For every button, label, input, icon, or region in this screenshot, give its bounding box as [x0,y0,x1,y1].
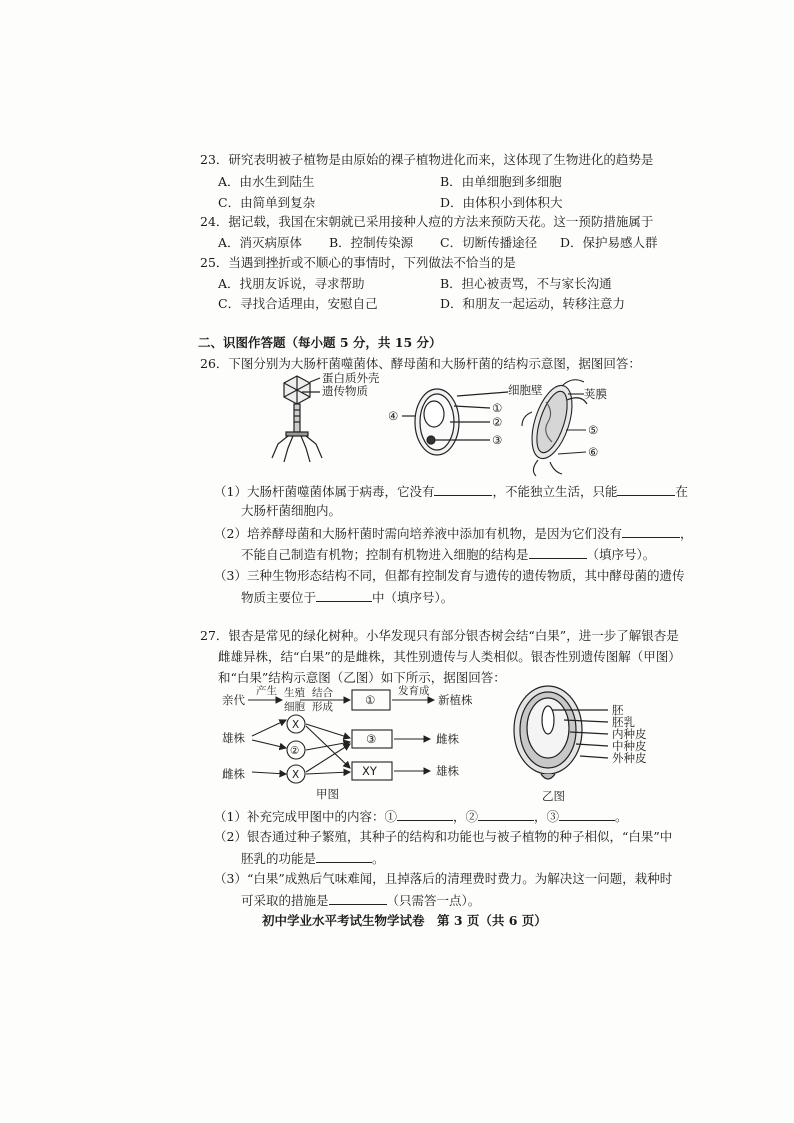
jia-combine: 结合 [312,687,333,699]
q27-part3-line1: （3）“白果”成熟后气味难闻，且掉落后的清理费时费力。为解决这一问题，栽种时 [214,871,673,886]
q27-part1: （1）补充完成甲图中的内容：① ，② ，③ 。 [214,809,628,824]
q27-stem-line3: 和“白果”结构示意图（乙图）如下所示，据图回答： [218,670,506,685]
jia-form: 形成 [312,701,333,713]
q26-part3-line2: 物质主要位于 中（填序号）。 [241,590,454,605]
jia-out-xy: 雄株 [436,764,459,778]
q26-part2-line1: （2）培养酵母菌和大肠杆菌时需向培养液中添加有机物，是因为它们没有 ， [214,526,693,541]
phage-label-capsid: 蛋白质外壳 [322,372,380,385]
phage-label-dna: 遗传物质 [322,384,368,398]
q26-stem: 26．下图分别为大肠杆菌噬菌体、酵母菌和大肠杆菌的结构示意图，据图回答： [200,356,641,371]
q25-option-a: A．找朋友诉说，寻求帮助 [218,276,365,291]
yeast-label-1: ① [492,401,503,415]
yeast-label-4: ④ [388,409,399,423]
q23-option-a: A．由水生到陆生 [218,174,315,189]
jia-x2: X [292,769,300,781]
yeast-label-2: ② [492,415,503,429]
answer-blank[interactable] [397,808,453,821]
page-footer: 初中学业水平考试生物学试卷 第 3 页（共 6 页） [262,913,547,928]
jia-parent: 亲代 [222,693,245,707]
jia-gamete-2: 细胞 [284,701,305,713]
q26-part1-line1: （1）大肠杆菌噬菌体属于病毒，它没有 ，不能独立生活，只能 在 [214,484,688,499]
section-2-title: 二、识图作答题（每小题 5 分，共 15 分） [198,335,442,350]
yi-label-outer-coat: 外种皮 [612,751,647,765]
jia-box1: ① [365,693,376,707]
phage-diagram [272,376,322,462]
yi-label-embryo: 胚 [612,703,624,717]
jia-caption: 甲图 [316,787,339,801]
q27-part2-line2: 胚乳的功能是 。 [241,851,385,866]
answer-blank[interactable] [529,546,587,559]
q27-stem-line2: 雌雄异株，结“白果”的是雌株，其性别遗传与人类相似。银杏性别遗传图解（甲图） [218,649,681,664]
q27-stem-line1: 27．银杏是常见的绿化树种。小华发现只有部分银杏树会结“白果”，进一步了解银杏是 [200,628,679,643]
yi-caption: 乙图 [542,789,565,803]
q27-part3-line2: 可采取的措施是 （只需答一点）。 [241,893,481,908]
answer-blank[interactable] [434,483,492,496]
jia-female: 雌株 [222,767,245,781]
diagram-jia [222,684,502,802]
yi-label-middle-coat: 中种皮 [612,739,647,753]
bact-label-6: ⑥ [588,445,599,459]
answer-blank[interactable] [316,589,372,602]
jia-out3: 雌株 [436,732,459,746]
yeast-label-wall: 细胞壁 [508,383,543,397]
jia-box-xy: XY [362,764,377,778]
q26-part2-line2: 不能自己制造有机物；控制有机物进入细胞的结构是 （填序号）。 [241,547,656,562]
jia-new-plant: 新植株 [438,693,473,707]
yi-label-endosperm: 胚乳 [612,715,635,729]
bact-label-5: ⑤ [588,423,599,437]
q24-option-a: A．消灭病原体 [218,235,303,250]
q23-option-d: D．由体积小到体积大 [440,195,563,210]
q24-option-c: C．切断传播途径 [440,235,538,250]
q24-option-b: B．控制传染源 [329,235,414,250]
jia-produce: 产生 [256,685,277,697]
q25-option-d: D．和朋友一起运动，转移注意力 [440,296,626,311]
yi-label-inner-coat: 内种皮 [612,727,647,741]
q23-option-b: B．由单细胞到多细胞 [440,174,562,189]
jia-develop: 发育成 [398,685,430,697]
answer-blank[interactable] [622,525,680,538]
diagram-yi [508,680,668,804]
jia-male: 雄株 [222,731,245,745]
q23-option-c: C．由简单到复杂 [218,195,316,210]
answer-blank[interactable] [329,892,387,905]
q25-stem: 25．当遇到挫折或不顺心的事情时，下列做法不恰当的是 [200,255,516,270]
yeast-label-3: ③ [492,433,503,447]
jia-gamete-1: 生殖 [284,687,305,699]
answer-blank[interactable] [617,483,675,496]
answer-blank[interactable] [559,808,615,821]
q26-part1-line2: 大肠杆菌细胞内。 [241,503,342,518]
answer-blank[interactable] [478,808,534,821]
q24-stem: 24．据记载，我国在宋朝就已采用接种人痘的方法来预防天花。这一预防措施属于 [200,214,654,229]
q25-option-c: C．寻找合适理由，安慰自己 [218,296,378,311]
bact-label-capsule: 荚膜 [584,387,607,401]
q26-part3-line1: （3）三种生物形态结构不同，但都有控制发育与遗传的遗传物质，其中酵母菌的遗传 [214,568,685,583]
q23-stem: 23．研究表明被子植物是由原始的裸子植物进化而来，这体现了生物进化的趋势是 [200,152,654,167]
jia-c2: ② [290,745,300,757]
jia-box3: ③ [366,732,377,746]
jia-x1: X [292,719,300,731]
q27-part2-line1: （2）银杏通过种子繁殖，其种子的结构和功能也与被子植物的种子相似，“白果”中 [214,829,673,844]
q26-figure [262,372,622,478]
q25-option-b: B．担心被责骂，不与家长沟通 [440,276,612,291]
answer-blank[interactable] [316,850,372,863]
q24-option-d: D．保护易感人群 [560,235,658,250]
